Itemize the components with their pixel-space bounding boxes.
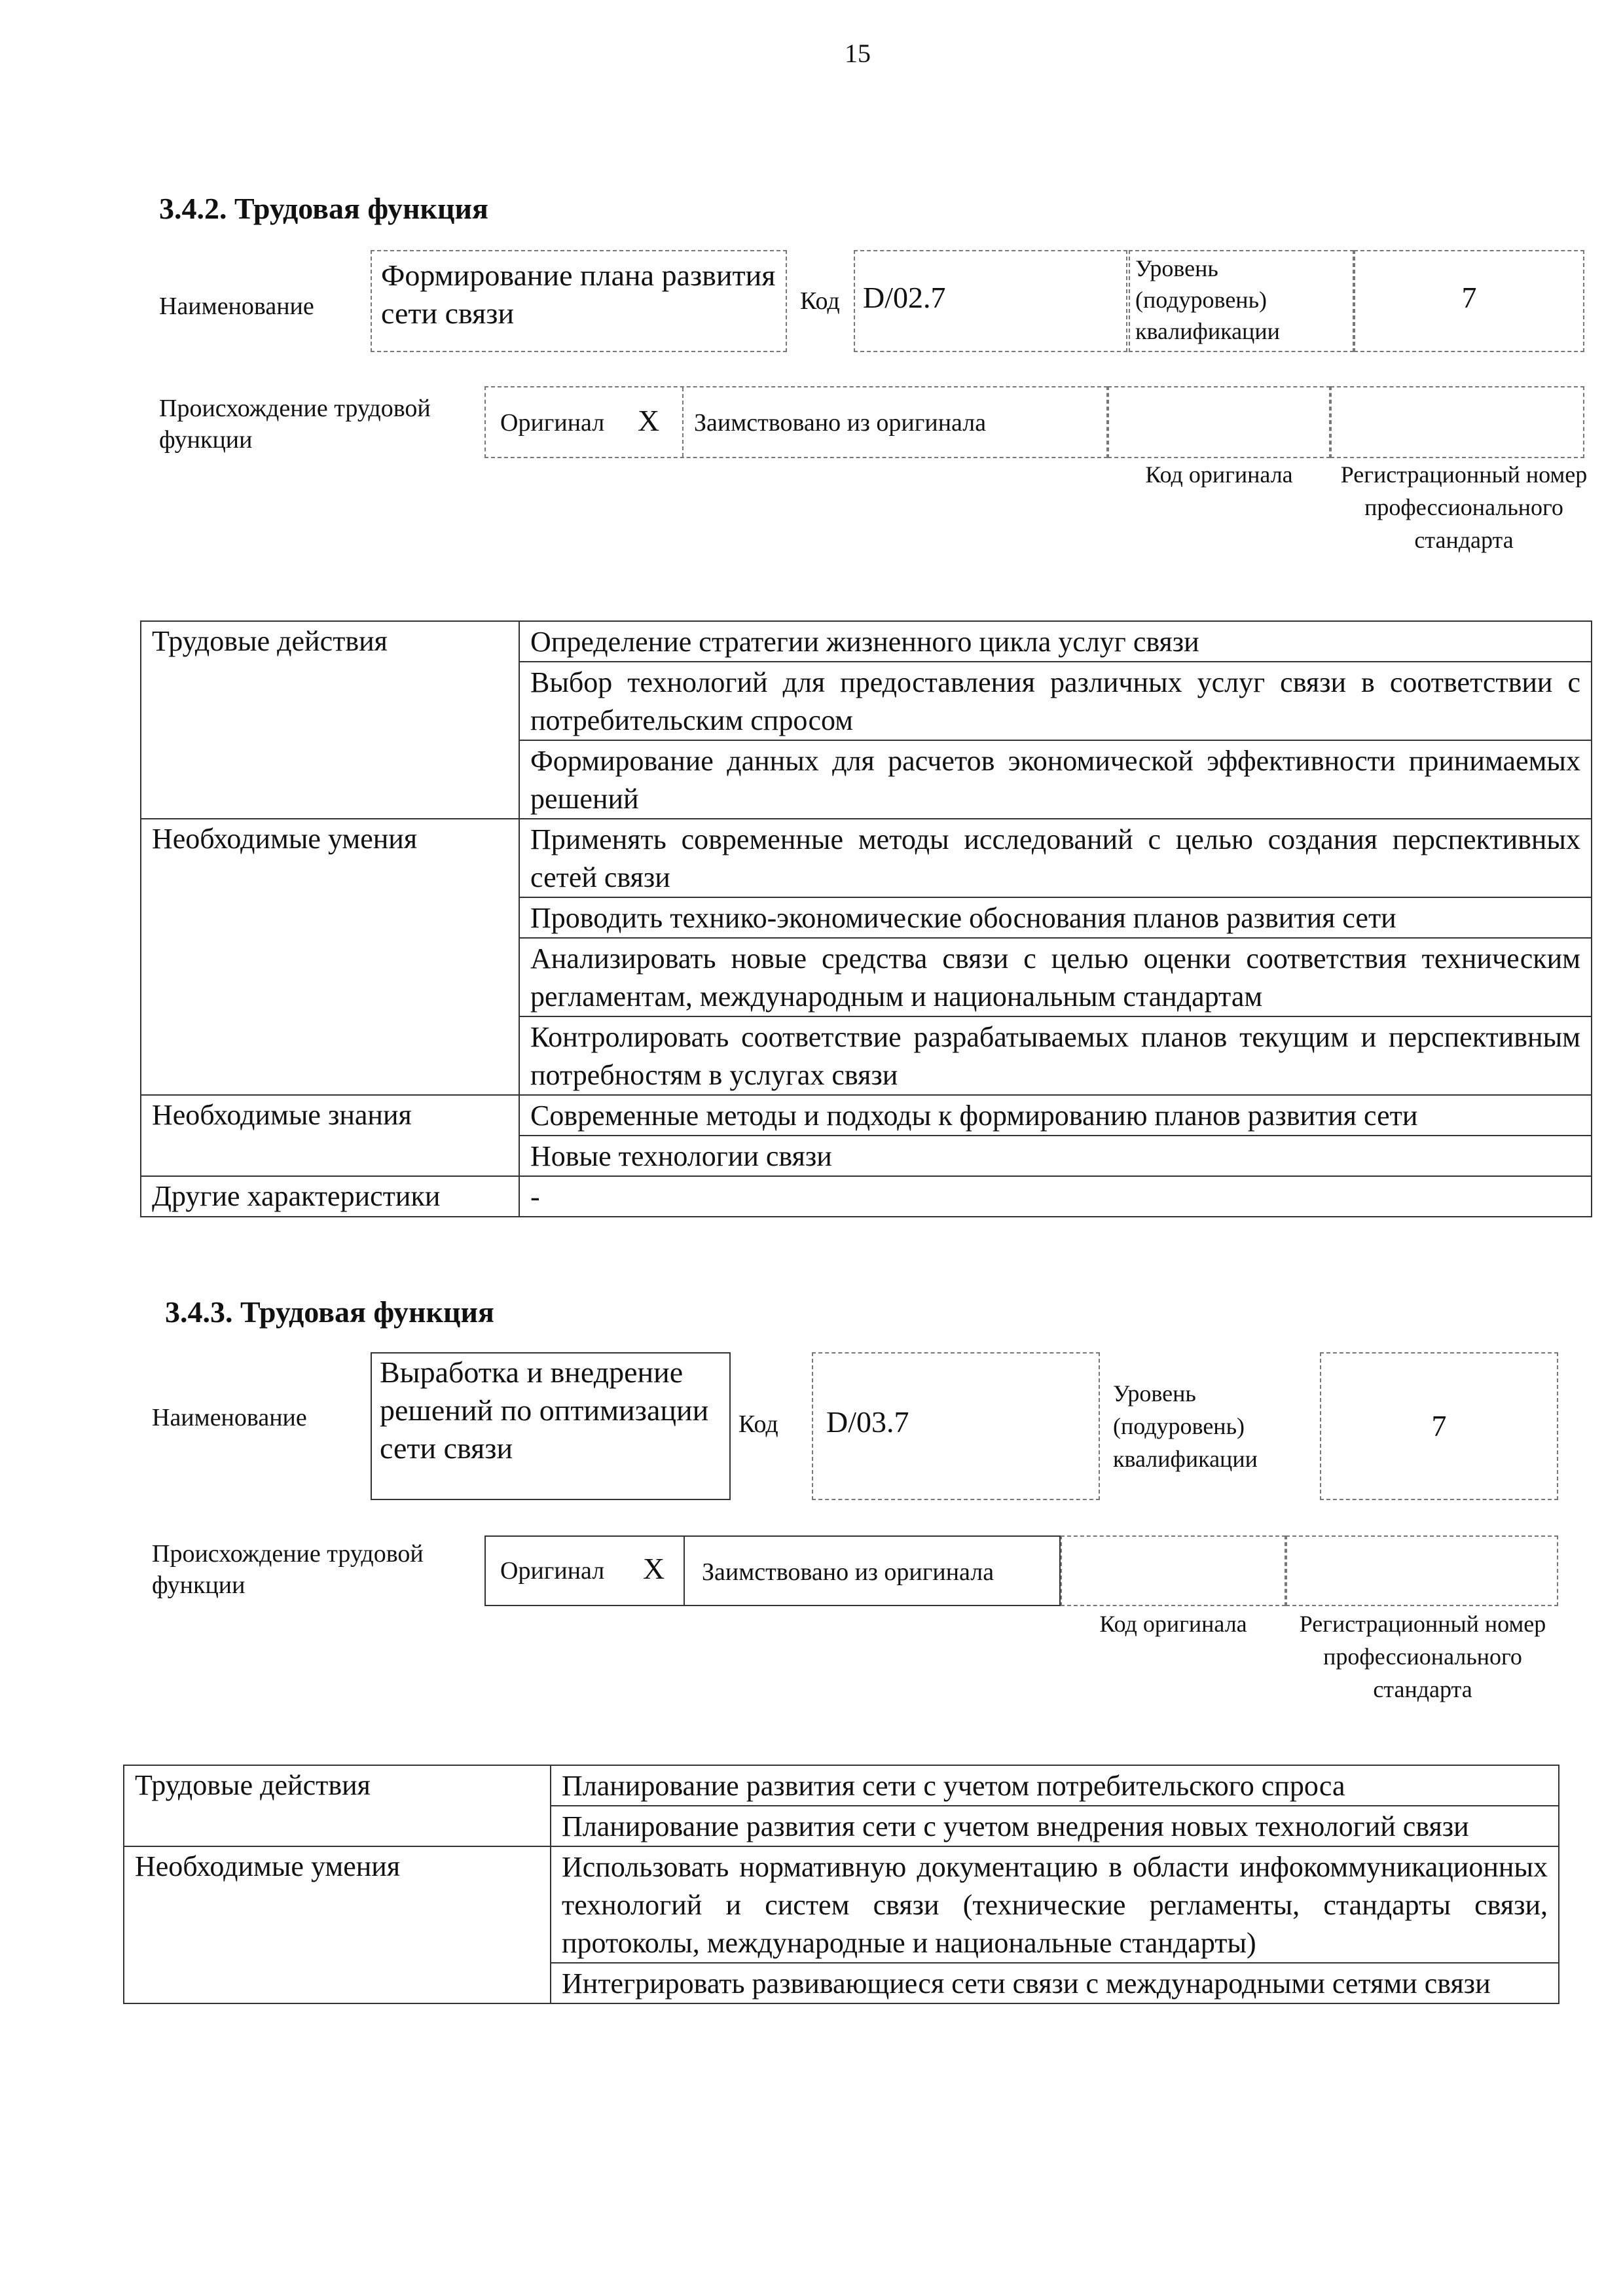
name-field <box>371 250 787 352</box>
origin-original: Оригинал <box>500 409 605 437</box>
table-row <box>141 1095 1592 1136</box>
level-value: 7 <box>1461 281 1477 314</box>
row-category: Необходимые умения <box>141 819 519 1095</box>
row-item: Планирование развития сети с учетом внедрения новых технологий связи <box>551 1806 1559 1846</box>
level-field <box>1320 1352 1558 1500</box>
row-item: - <box>519 1176 1592 1217</box>
section-heading: 3.4.3. Трудовая функция <box>165 1295 494 1329</box>
row-item: Контролировать соответствие разрабатываемых планов текущим и перспективным потребностям в услугах связи <box>519 1016 1592 1095</box>
reg-number-caption: Регистрационный номер профессионального стандарта <box>1340 461 1588 553</box>
row-item: Новые технологии связи <box>519 1136 1592 1176</box>
name-value: Формирование плана развития сети связи <box>381 259 776 330</box>
origin-code-field <box>1108 386 1330 458</box>
code-value: D/03.7 <box>826 1405 909 1439</box>
origin-borrowed: Заимствовано из оригинала <box>694 409 987 437</box>
code-value: D/02.7 <box>863 281 946 314</box>
level-label: Уровень (подуровень) квалификации <box>1129 250 1354 352</box>
name-value: Выработка и внедрение решений по оптимизации сети связи <box>380 1355 709 1465</box>
level-field <box>1354 250 1584 352</box>
reg-number-field <box>1330 386 1584 458</box>
row-item: Формирование данных для расчетов экономической эффективности принимаемых решений <box>519 740 1592 819</box>
row-item: Планирование развития сети с учетом потребительского спроса <box>551 1765 1559 1806</box>
row-item: Проводить технико-экономические обоснования планов развития сети <box>519 897 1592 938</box>
name-label: Наименование <box>152 1404 307 1431</box>
origin-label: Происхождение трудовой функции <box>152 1540 424 1599</box>
row-item: Применять современные методы исследований с целью создания перспективных сетей связи <box>519 819 1592 897</box>
code-label: Код <box>739 1410 778 1438</box>
row-item: Выбор технологий для предоставления различных услуг связи в соответствии с потребительским спросом <box>519 662 1592 740</box>
row-category: Трудовые действия <box>124 1765 551 1846</box>
reg-number-caption: Регистрационный номер профессионального стандарта <box>1299 1611 1546 1702</box>
row-item: Современные методы и подходы к формированию планов развития сети <box>519 1095 1592 1136</box>
origin-divider <box>684 1537 685 1605</box>
row-category: Необходимые умения <box>124 1846 551 2003</box>
row-item: Использовать нормативную документацию в области инфокоммуникационных технологий и систем связи (технические регламенты, стандарты связи, протоколы, международные и национальные стандарты) <box>551 1846 1559 1963</box>
origin-code-field <box>1061 1535 1286 1606</box>
section-heading: 3.4.2. Трудовая функция <box>159 192 488 225</box>
row-category: Необходимые знания <box>141 1095 519 1176</box>
page-number: 15 <box>845 39 871 68</box>
row-item: Интегрировать развивающиеся сети связи с международными сетями связи <box>551 1963 1559 2003</box>
origin-label: Происхождение трудовой функции <box>159 395 431 454</box>
row-item: Анализировать новые средства связи с целью оценки соответствия техническим регламентам, международным и национальным стандартам <box>519 938 1592 1016</box>
name-label: Наименование <box>159 293 314 320</box>
table-row <box>141 819 1592 897</box>
origin-borrowed: Заимствовано из оригинала <box>702 1558 994 1586</box>
code-field <box>854 250 1127 352</box>
row-category: Другие характеристики <box>141 1176 519 1217</box>
level-value: 7 <box>1431 1409 1447 1443</box>
reg-number-field <box>1286 1535 1558 1606</box>
origin-mark: X <box>638 404 660 437</box>
level-label: Уровень (подуровень) квалификации <box>1113 1380 1258 1472</box>
origin-divider <box>682 387 684 457</box>
row-category: Трудовые действия <box>141 621 519 819</box>
origin-box <box>484 386 1108 458</box>
name-field <box>371 1352 731 1500</box>
origin-box <box>484 1535 1061 1606</box>
origin-original: Оригинал <box>500 1557 605 1585</box>
table-row <box>141 1176 1592 1217</box>
row-item: Определение стратегии жизненного цикла услуг связи <box>519 621 1592 662</box>
table-row <box>141 621 1592 662</box>
code-label: Код <box>800 287 840 315</box>
requirements-table <box>140 620 1592 1217</box>
table-row <box>124 1846 1559 1963</box>
table-row <box>124 1765 1559 1806</box>
requirements-table <box>123 1765 1559 2004</box>
code-field <box>812 1352 1100 1500</box>
origin-code-caption: Код оригинала <box>1099 1611 1247 1637</box>
origin-code-caption: Код оригинала <box>1145 461 1293 488</box>
origin-mark: X <box>643 1552 665 1585</box>
